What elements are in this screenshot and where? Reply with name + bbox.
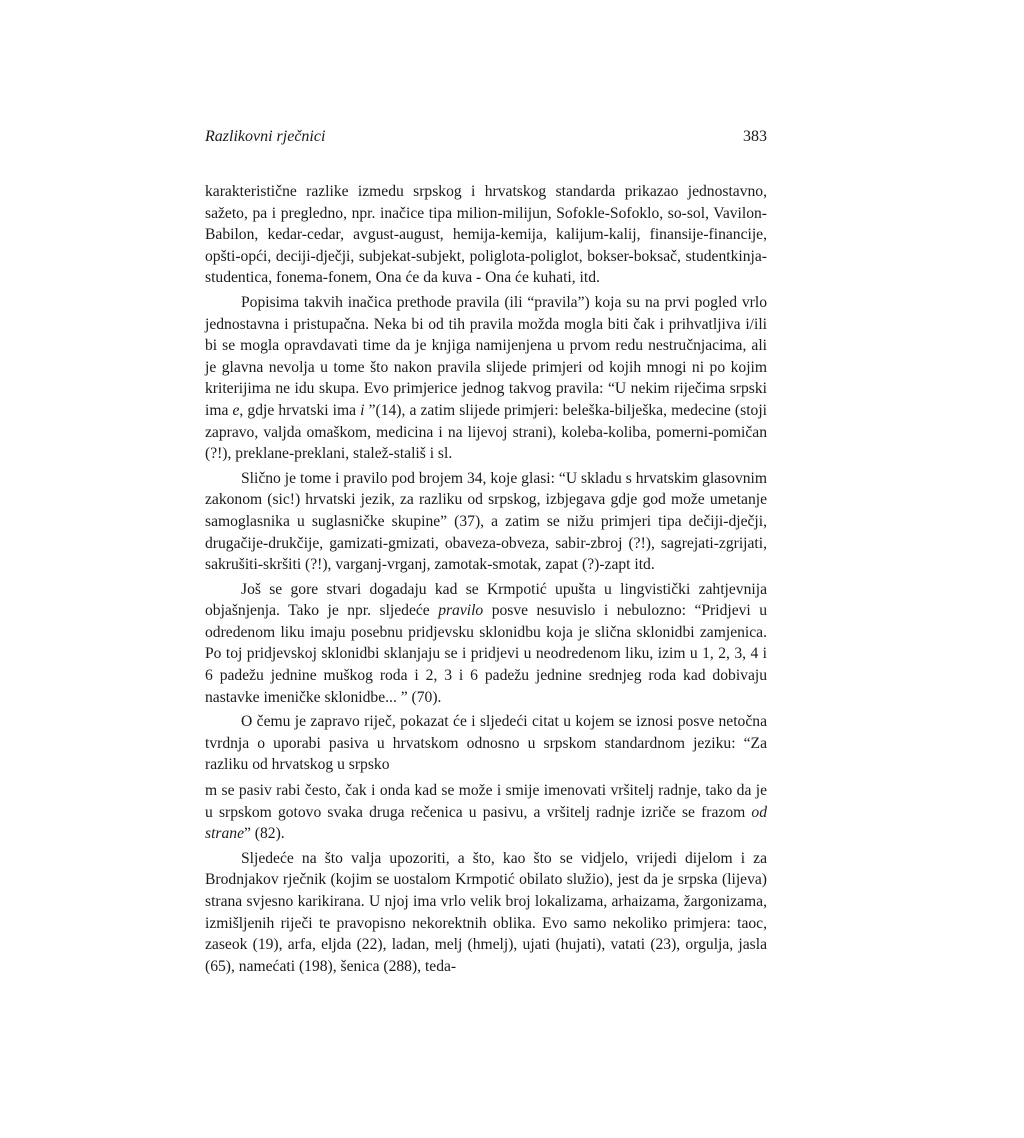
text-run: Još se gore stvari dogadaju kad se Krmpotić upušta u lingvistički zahtjevnija objašnjenja. Tako je npr. sljedeće xyxy=(205,580,767,620)
italic-text: pravilo xyxy=(438,602,484,620)
paragraph xyxy=(205,848,767,978)
page-number: 383 xyxy=(743,128,767,145)
italic-text: i xyxy=(360,401,365,419)
running-title: Razlikovni rječnici xyxy=(205,128,326,145)
text-run: Sljedeće na što valja upozoriti, a što, kao što se vidjelo, vrijedi dijelom i za Brodnjakov rječnik (kojim se uostalom Krmpotić obilato služio), jest da je srpska (lijeva) strana svjesno karikirana. U njoj ima vrlo velik broj lokalizama, arhaizama, žargonizama, izmišljenih riječi te pravopisno nekorektnih oblika. Evo samo nekoliko primjera: taoc, zaseok (19), arfa, eljda (22), ladan, melj (hmelj), ujati (hujati), vatati (23), orgulja, jasla (65), namećati (198), šenica (288), teda- xyxy=(205,849,767,975)
text-run: ” (82). xyxy=(243,825,285,843)
page-header xyxy=(205,128,767,158)
text-run: ”(14), a zatim slijede primjeri: beleška-bilješka, medecine (stoji zapravo, valjda omaškom, medicina i na lijevoj strani), koleba-koliba, pomerni-pomičan (?!), preklane-preklani, stalež-stališ i sl. xyxy=(205,401,767,463)
paragraph xyxy=(205,468,767,576)
text-run: Slično je tome i pravilo pod brojem 34, koje glasi: “U skladu s hrvatskim glasovnim zakonom (sic!) hrvatski jezik, za razliku od srpskog, izbjegava gdje god može umetanje samoglasnika u suglasničke skupine” (37), a zatim se nižu primjeri tipa dečiji-dječji, drugačije-drukčije, gamizati-gmizati, obaveza-obveza, sabir-zbroj (?!), sagrejati-zgrijati, sakrušiti-skršiti (?!), varganj-vrganj, zamotak-smotak, zapat (?)-zapt itd. xyxy=(205,469,767,574)
text-run: Popisima takvih inačica prethode pravila (ili “pravila”) koja su na prvi pogled vrlo jednostavna i pristupačna. Neka bi od tih pravila možda mogla biti čak i prihvatljiva i/ili bi se mogla opravdavati time da je knjiga namijenjena u prvom redu nestručnjacima, ali je glavna nevolja u tome što nakon pravila slijede primjeri od kojih mnogi ni po kojim kriterijima ne idu skupa. Evo primjerice jednog takvog pravila: “U nekim riječima srpski ima xyxy=(205,293,767,419)
paragraph xyxy=(205,780,767,845)
italic-text: od strane xyxy=(205,803,767,843)
book-page xyxy=(205,128,767,977)
text-run: , gdje hrvatski ima xyxy=(239,401,361,419)
paragraph xyxy=(205,181,767,289)
text-run: O čemu je zapravo riječ, pokazat će i sljedeći citat u kojem se iznosi posve netočna tvrdnja o uporabi pasiva u hrvatskom odnosno u srpskom standardnom jeziku: “Za razliku od hrvatskog u srpsko xyxy=(205,713,767,774)
paragraph xyxy=(205,711,767,776)
italic-text: e xyxy=(232,401,240,419)
paragraph xyxy=(205,292,767,465)
body-text xyxy=(205,181,767,977)
paragraph xyxy=(205,579,767,709)
text-run: m se pasiv rabi često, čak i onda kad se može i smije imenovati vršitelj radnje, tako da je u srpskom gotovo svaka druga rečenica u pasivu, a vršitelj radnje izriče se frazom xyxy=(205,782,767,821)
text-run: karakteristične razlike izmedu srpskog i hrvatskog standarda prikazao jednostavno, sažeto, pa i pregledno, npr. inačice tipa milion-milijun, Sofokle-Sofoklo, so-sol, Vavilon-Babilon, kedar-cedar, avgust-august, hemija-kemija, kalijum-kalij, finansije-financije, opšti-opći, deciji-dječji, subjekat-subjekt, poliglota-poliglot, bokser-boksač, studentkinja-studentica, fonema-fonem, Ona će da kuva - Ona će kuhati, itd. xyxy=(205,183,767,287)
text-run: posve nesuvislo i nebulozno: “Pridjevi u odredenom liku imaju posebnu pridjevsku sklonidbu koja je slična sklonidbi zamjenica. Po toj pridjevskoj sklonidbi sklanjaju se i pridjevi u neodredenom liku, izim u 1, 2, 3, 4 i 6 padežu jednine muškog roda i 2, 3 i 6 padežu jednine srednjeg roda kad dobivaju nastavke imeničke sklonidbe... ” (70). xyxy=(205,602,767,706)
